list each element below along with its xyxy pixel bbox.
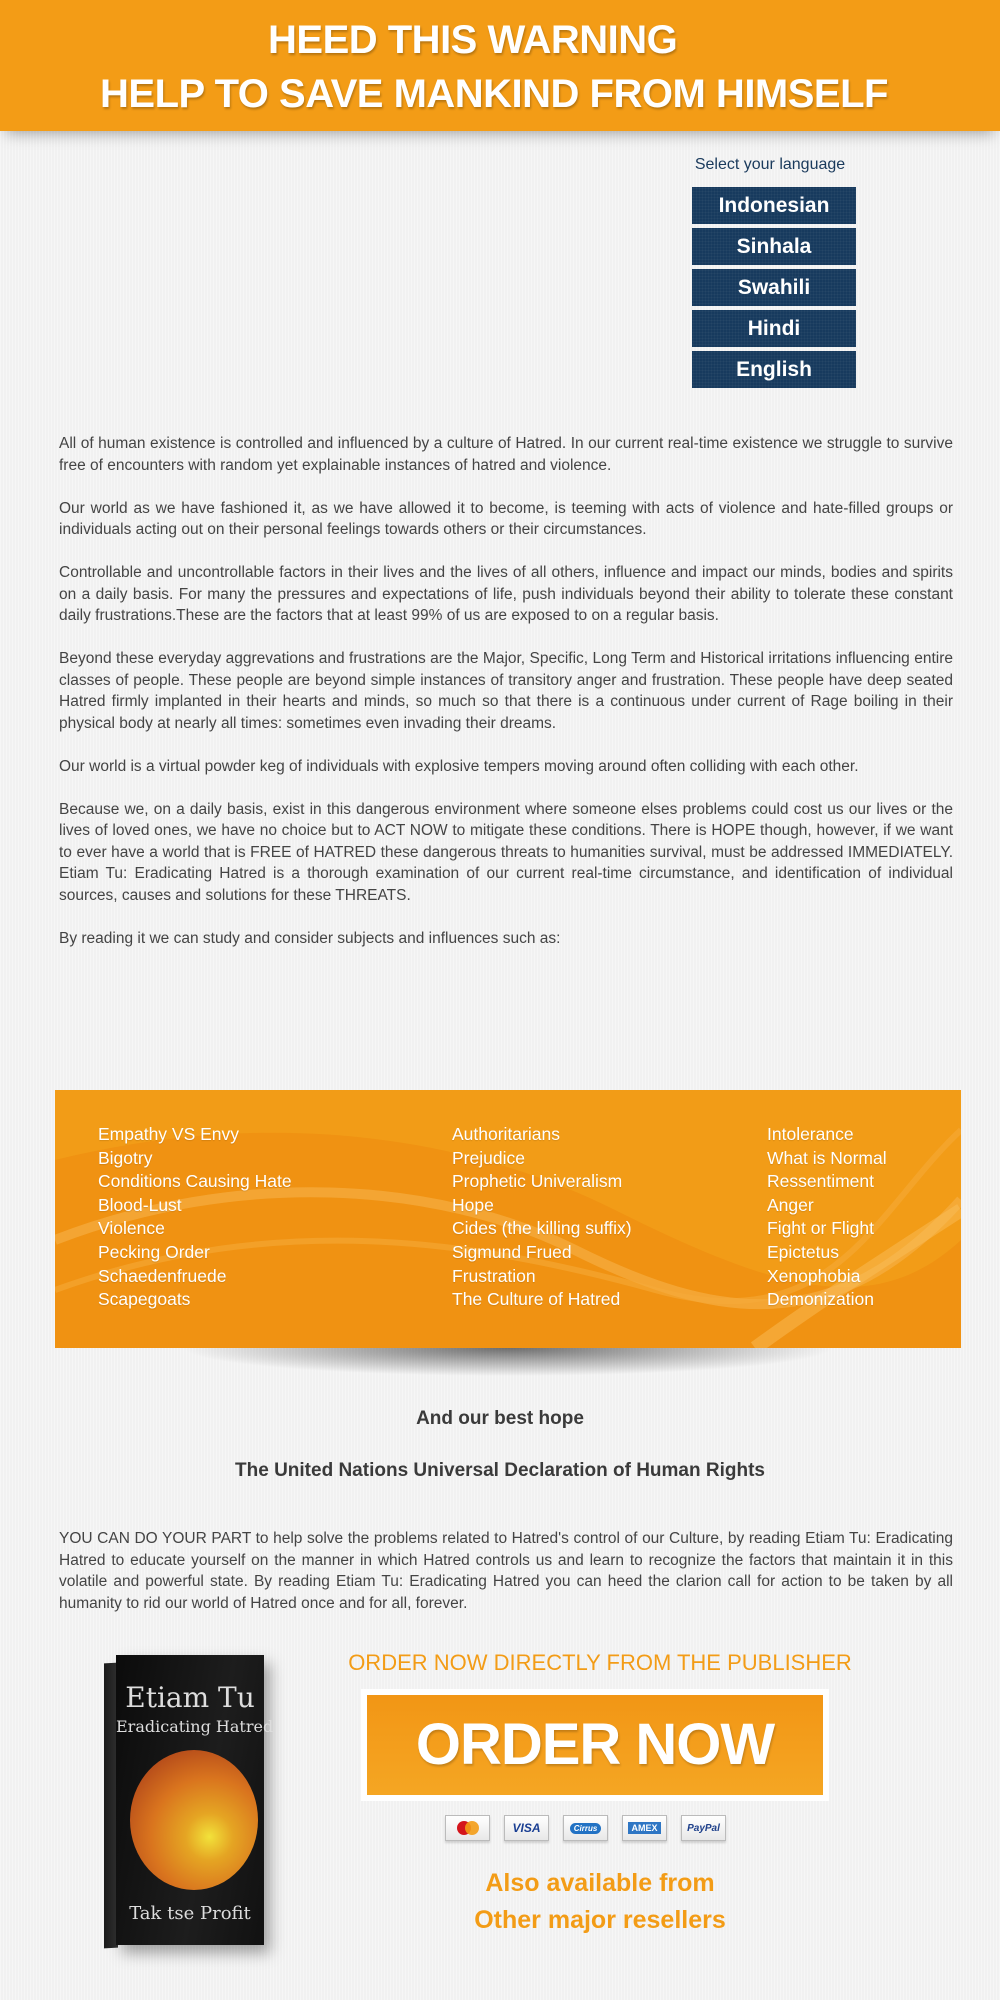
topic-item: Hope [452,1194,494,1215]
amex-icon [622,1815,667,1841]
topics-column-3 [767,1123,887,1312]
book-cover [116,1655,274,1945]
paragraph: Our world as we have fashioned it, as we have allowed it to become, is teeming with acts of violence and hate-filled groups or individuals acting out on their personal feelings towards others or their circumstances. [59,499,953,538]
topic-item: Schaedenfruede [98,1265,227,1286]
topic-item: Bigotry [98,1147,153,1168]
topic-item: Intolerance [767,1124,854,1144]
mastercard-icon [445,1815,490,1841]
topics-column-2 [452,1123,632,1312]
topics-panel [55,1090,961,1348]
banner-title-line2: HELP TO SAVE MANKIND FROM HIMSELF [100,72,888,116]
best-hope-heading: And our best hope [416,1408,584,1429]
udhr-heading: The United Nations Universal Declaration of Human Rights [235,1460,765,1481]
topic-item: Frustration [452,1265,536,1286]
language-button-hindi[interactable]: Hindi [692,310,856,347]
paragraph: Controllable and uncontrollable factors in their lives and the lives of all others, influence and impact our minds, bodies and spirits on a daily basis. For many the pressures and expectations of life, push individuals beyond their ability to tolerate these constant daily frustrations.These are the factors that at least 99% of us are exposed to on a regular basis. [59,564,953,624]
other-resellers-text[interactable] [420,1865,780,1939]
topic-item: The Culture of Hatred [452,1289,621,1310]
order-now-label: ORDER NOW [367,1695,823,1795]
paypal-label: PayPal [687,1822,720,1834]
payment-methods [445,1815,726,1841]
book-author: Tak tse Profit [129,1903,251,1924]
eye-image [130,1750,258,1890]
topic-item: Conditions Causing Hate [98,1171,292,1192]
book-cover-image[interactable] [104,1655,274,1948]
paragraph: All of human existence is controlled and influenced by a culture of Hatred. In our current real-time existence we struggle to survive free of encounters with random yet explainable instances of hatred and violence. [59,435,953,474]
language-button-indonesian[interactable]: Indonesian [692,187,856,224]
topic-item: Xenophobia [767,1265,861,1286]
topic-item: Anger [767,1194,814,1215]
header-banner [0,0,1000,131]
order-heading: ORDER NOW DIRECTLY FROM THE PUBLISHER [348,1650,852,1675]
book-subtitle: Eradicating Hatred [116,1717,274,1736]
language-button-sinhala[interactable]: Sinhala [692,228,856,265]
topic-item: Fight or Flight [767,1218,874,1239]
topic-item: Ressentiment [767,1171,874,1192]
topic-item: Cides (the killing suffix) [452,1218,632,1239]
paragraph: Beyond these everyday aggrevations and frustrations are the Major, Specific, Long Term and Historical irritations influencing entire classes of people. These people are beyond simple instances of transitory anger and frustration. These people have deep seated Hatred firmly implanted in their hearts and minds, so much so that there is a continuous under current of Rage boiling in their physical body at nearly all times: sometimes even invading their dreams. [59,650,953,732]
topic-item: Epictetus [767,1241,839,1262]
intro-text [59,433,953,971]
language-button-swahili[interactable]: Swahili [692,269,856,306]
book-title: Etiam Tu [125,1681,255,1714]
language-select-label: Select your language [694,156,846,173]
amex-label: AMEX [628,1822,660,1834]
visa-label: VISA [512,1821,541,1835]
banner-title-line1: HEED THIS WARNING [268,18,678,62]
topic-item: Authoritarians [452,1124,560,1144]
cirrus-icon [563,1815,608,1841]
visa-icon [504,1815,549,1841]
paragraph: Our world is a virtual powder keg of individuals with explosive tempers moving around often colliding with each other. [59,757,859,775]
topics-column-1 [98,1123,292,1312]
language-selector [692,187,856,392]
topic-item: Blood-Lust [98,1194,182,1215]
topic-item: Violence [98,1218,165,1239]
topic-item: What is Normal [767,1147,887,1168]
topic-item: Prophetic Univeralism [452,1171,623,1192]
order-now-button[interactable] [361,1689,829,1801]
paragraph: Because we, on a daily basis, exist in this dangerous environment where someone elses problems could cost us our lives or the lives of loved ones, we have no choice but to ACT NOW to mitigate these conditions. There is HOPE though, however, if we want to ever have a world that is FREE of HATRED these dangerous threats to humanities survival, must be addressed IMMEDIATELY. Etiam Tu: Eradicating Hatred is a thorough examination of our current real-time circumstance, and identification of individual sources, causes and solutions for these THREATS. [59,800,953,904]
language-button-english[interactable]: English [692,351,856,388]
topic-item: Scapegoats [98,1289,191,1310]
panel-shadow [45,1348,971,1388]
also-available-line1: Also available from [485,1869,715,1897]
also-available-line2: Other major resellers [474,1906,726,1934]
cirrus-label: Cirrus [570,1823,602,1834]
call-to-action-paragraph: YOU CAN DO YOUR PART to help solve the problems related to Hatred's control of our Culture, by reading Etiam Tu: Eradicating Hatred to educate yourself on the manner in which Hatred controls us and learn to recognize the factors that maintain it in this volatile and powerful state. By reading Etiam Tu: Eradicating Hatred you can heed the clarion call for action to be taken by all humanity to rid our world of Hatred once and for all, forever. [59,1530,953,1612]
topic-item: Pecking Order [98,1241,210,1262]
topic-item: Sigmund Frued [452,1241,572,1262]
topic-item: Prejudice [452,1147,525,1168]
topic-item: Empathy VS Envy [98,1124,240,1144]
paragraph: By reading it we can study and consider subjects and influences such as: [59,929,561,947]
topic-item: Demonization [767,1289,874,1310]
paypal-icon [681,1815,726,1841]
